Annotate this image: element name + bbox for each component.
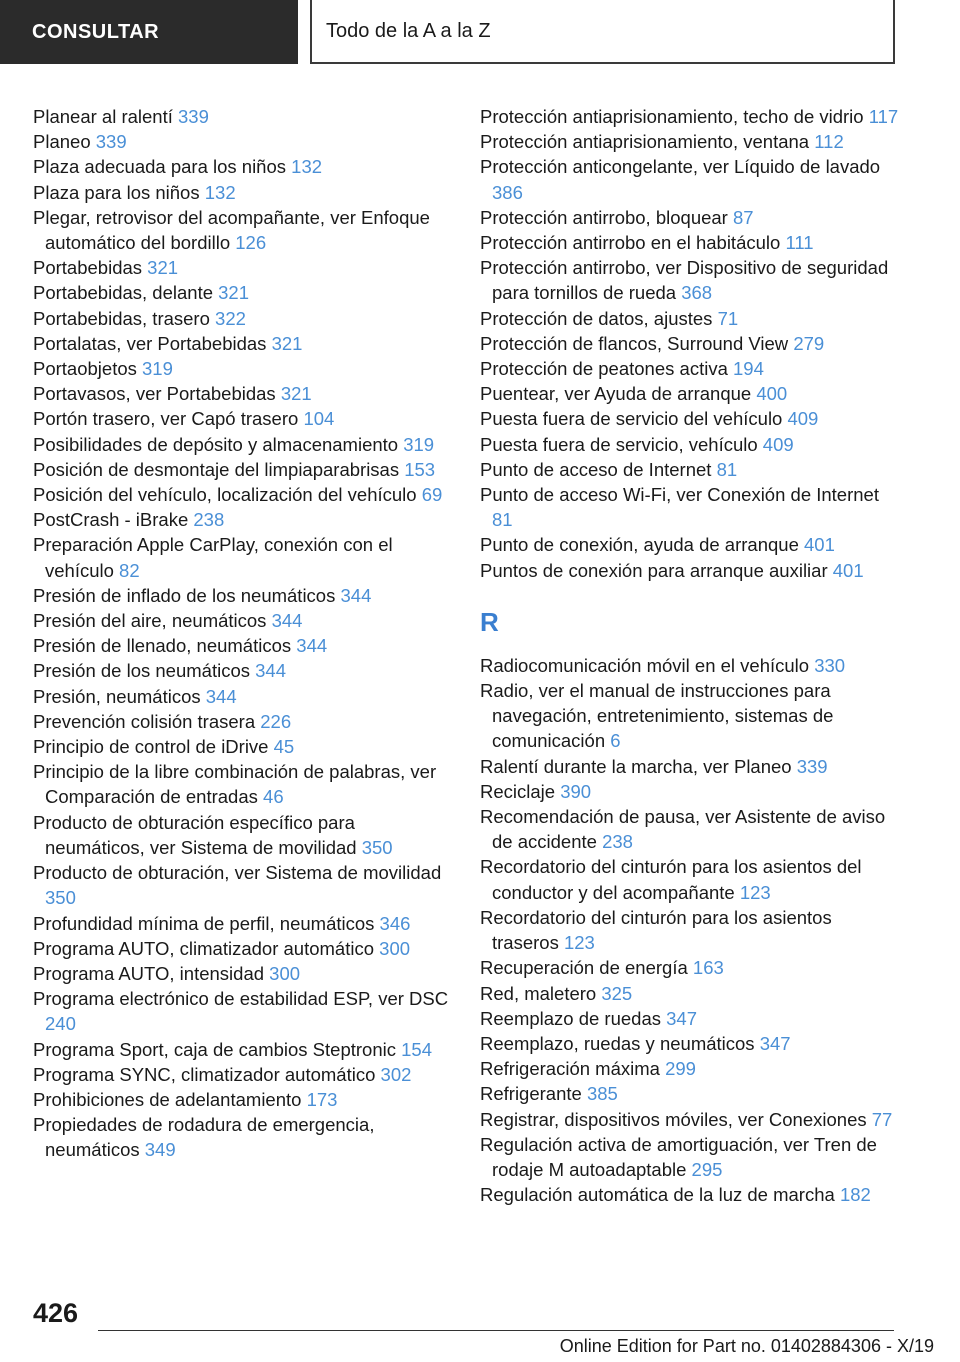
index-term: Protección anticongelante, ver Líquido de lavado (480, 156, 881, 178)
index-term: Principio de la libre combinación de palabras, ver Comparación de entradas (33, 761, 437, 808)
page-link[interactable]: 81 (716, 458, 738, 480)
index-entry (480, 356, 900, 381)
page-link[interactable]: 347 (666, 1007, 698, 1029)
index-entry (480, 854, 900, 904)
index-entry (33, 532, 451, 582)
index-entry (480, 331, 900, 356)
page-link[interactable]: 238 (602, 831, 633, 853)
index-entry (33, 255, 451, 280)
page-link[interactable]: 81 (492, 509, 513, 531)
page-link[interactable]: 321 (218, 282, 250, 304)
index-term: Reemplazo, ruedas y neumáticos (480, 1032, 755, 1054)
index-term: Profundidad mínima de perfil, neumáticos (33, 912, 375, 934)
page-link[interactable]: 300 (379, 937, 411, 959)
index-term: Radiocomunicación móvil en el vehículo (480, 654, 810, 676)
page-link[interactable]: 87 (733, 206, 754, 228)
page-link[interactable]: 173 (306, 1088, 338, 1110)
index-entry (33, 1037, 451, 1062)
index-entry (33, 205, 451, 255)
page-link[interactable]: 104 (303, 408, 335, 430)
page-header (0, 0, 960, 66)
index-entry (33, 734, 451, 759)
page-link[interactable]: 240 (45, 1013, 76, 1035)
index-entry (33, 608, 451, 633)
index-entry (33, 507, 451, 532)
page-link[interactable]: 45 (273, 736, 295, 758)
page-link[interactable]: 123 (739, 881, 771, 903)
index-entry (33, 961, 451, 986)
index-column-left (33, 104, 451, 1163)
index-term: Recomendación de pausa, ver Asistente de aviso de accidente (480, 806, 886, 853)
page-link[interactable]: 111 (785, 232, 814, 254)
index-term: Programa AUTO, climatizador automático (33, 937, 375, 959)
page-link[interactable]: 350 (45, 887, 76, 909)
page-link[interactable]: 409 (787, 408, 819, 430)
index-term: Plegar, retrovisor del acompañante, ver Enfoque automático del bordillo (33, 206, 430, 254)
page-link[interactable]: 330 (814, 654, 846, 676)
page-link[interactable]: 409 (762, 433, 794, 455)
page-link[interactable]: 322 (215, 307, 246, 329)
index-entry (480, 406, 900, 431)
index-entry (480, 205, 900, 230)
index-term: Posición de desmontaje del limpiaparabrisas (33, 458, 400, 480)
index-term: Portalatas, ver Portabebidas (33, 332, 267, 354)
index-entry (33, 331, 451, 356)
page-link[interactable]: 339 (178, 106, 209, 127)
index-term: Posición del vehículo, localización del vehículo (33, 484, 417, 506)
index-term: Presión, neumáticos (33, 685, 201, 707)
index-entry (480, 754, 900, 779)
page-link[interactable]: 194 (733, 358, 764, 380)
index-term: Recuperación de energía (480, 957, 688, 979)
page-link[interactable]: 300 (269, 962, 301, 984)
index-entry (33, 457, 451, 482)
index-term: Presión de los neumáticos (33, 660, 250, 682)
page-link[interactable]: 153 (404, 458, 436, 480)
index-term: Puesta fuera de servicio del vehículo (480, 408, 783, 430)
index-term: Portaobjetos (33, 358, 137, 380)
index-term: Portabebidas (33, 257, 143, 279)
index-entry (480, 104, 900, 129)
index-term: Protección antiaprisionamiento, techo de vidrio (480, 106, 864, 127)
index-term: Prevención colisión trasera (33, 710, 256, 732)
index-entry (480, 381, 900, 406)
index-entry (33, 810, 451, 860)
index-term: Programa SYNC, climatizador automático (33, 1063, 376, 1085)
index-term: Preparación Apple CarPlay, conexión con el vehículo (33, 534, 393, 581)
index-entry (33, 129, 451, 154)
index-entry (480, 804, 900, 854)
index-term: Programa electrónico de estabilidad ESP, ver DSC (33, 988, 449, 1010)
index-term: Red, maletero (480, 982, 597, 1004)
index-term: Registrar, dispositivos móviles, ver Conexiones (480, 1108, 867, 1130)
index-term: Protección antirrobo, ver Dispositivo de seguridad para tornillos de rueda (480, 257, 889, 304)
page-link[interactable]: 71 (717, 307, 739, 329)
index-entry (33, 583, 451, 608)
page-link[interactable]: 321 (271, 332, 303, 354)
index-entry (33, 684, 451, 709)
index-term: Radio, ver el manual de instrucciones para navegación, entretenimiento, sistemas de comunicación (480, 680, 834, 752)
index-entry (480, 558, 900, 583)
index-entry (33, 709, 451, 734)
index-term: Presión de inflado de los neumáticos (33, 584, 336, 606)
index-entry (33, 482, 451, 507)
footer-divider (98, 1330, 894, 1331)
index-entry (480, 306, 900, 331)
index-term: Punto de acceso Wi-Fi, ver Conexión de Internet (480, 484, 879, 506)
page-link[interactable]: 69 (421, 484, 443, 506)
page-link[interactable]: 344 (255, 660, 286, 682)
index-term: Punto de conexión, ayuda de arranque (480, 534, 799, 556)
index-entry (33, 633, 451, 658)
page-link[interactable]: 77 (871, 1108, 893, 1130)
index-term: Recordatorio del cinturón para los asientos del conductor y del acompañante (480, 856, 862, 903)
index-term: Puentear, ver Ayuda de arranque (480, 383, 752, 405)
index-term: Recordatorio del cinturón para los asientos traseros (480, 906, 832, 954)
page-link[interactable]: 132 (291, 156, 323, 178)
index-term: Protección antiaprisionamiento, ventana (480, 131, 810, 153)
page-link[interactable]: 82 (119, 559, 140, 581)
page-link[interactable]: 295 (691, 1158, 723, 1180)
section-letter: R (480, 606, 499, 637)
page-link[interactable]: 319 (403, 433, 435, 455)
index-entry (480, 432, 900, 457)
index-term: Posibilidades de depósito y almacenamiento (33, 433, 399, 455)
page-link[interactable]: 368 (681, 282, 713, 304)
page-link[interactable]: 344 (340, 584, 372, 606)
index-entry (33, 432, 451, 457)
index-column-right (480, 104, 900, 1207)
page-link[interactable]: 339 (796, 755, 828, 777)
index-entry (480, 653, 900, 678)
index-term: Protección de peatones activa (480, 358, 728, 380)
index-entry (480, 905, 900, 955)
page-link[interactable]: 117 (868, 106, 899, 127)
index-entry (33, 911, 451, 936)
index-entry (33, 1062, 451, 1087)
index-term: Producto de obturación, ver Sistema de movilidad (33, 862, 442, 884)
page-link[interactable]: 344 (205, 685, 237, 707)
index-term: PostCrash - iBrake (33, 509, 189, 531)
page-link[interactable]: 226 (260, 710, 292, 732)
page-link[interactable]: 299 (665, 1058, 696, 1080)
index-term: Puesta fuera de servicio, vehículo (480, 433, 758, 455)
index-entry (480, 1107, 900, 1132)
index-entry (480, 955, 900, 980)
index-entry (480, 1132, 900, 1182)
index-entry (480, 230, 900, 255)
index-term: Propiedades de rodadura de emergencia, neumáticos (33, 1114, 375, 1161)
index-entry (480, 981, 900, 1006)
index-term: Refrigeración máxima (480, 1058, 660, 1080)
page-link[interactable]: 386 (492, 181, 523, 203)
page-link[interactable]: 349 (144, 1139, 176, 1161)
index-entry (33, 1087, 451, 1112)
index-term: Presión de llenado, neumáticos (33, 635, 292, 657)
page-link[interactable]: 401 (804, 534, 835, 556)
footer-edition: Online Edition for Part no. 01402884306 - X/19 (559, 1336, 934, 1356)
index-term: Puntos de conexión para arranque auxiliar (480, 559, 828, 581)
index-term: Plaza para los niños (33, 181, 200, 203)
index-term: Plaza adecuada para los niños (33, 156, 287, 178)
index-term: Protección de flancos, Surround View (480, 332, 789, 354)
index-entry (480, 532, 900, 557)
page-link[interactable]: 385 (586, 1083, 618, 1105)
index-entry (33, 986, 451, 1036)
index-term: Protección antirrobo, bloquear (480, 206, 728, 228)
page-link[interactable]: 350 (361, 836, 393, 858)
index-term: Regulación activa de amortiguación, ver Tren de rodaje M autoadaptable (480, 1133, 877, 1180)
page-link[interactable]: 339 (95, 131, 127, 153)
index-entry (480, 154, 900, 204)
index-term: Planeo (33, 131, 91, 153)
index-entry (33, 658, 451, 683)
page-link[interactable]: 302 (380, 1063, 412, 1085)
index-entry (480, 678, 900, 754)
index-entry (33, 860, 451, 910)
index-term: Refrigerante (480, 1083, 582, 1105)
index-term: Protección antirrobo en el habitáculo (480, 232, 781, 254)
index-entry (480, 1006, 900, 1031)
index-term: Punto de acceso de Internet (480, 458, 712, 480)
index-term: Planear al ralentí (33, 106, 173, 127)
page-link[interactable]: 182 (839, 1184, 871, 1206)
index-entry (480, 1031, 900, 1056)
index-term: Programa AUTO, intensidad (33, 962, 265, 984)
page-link[interactable]: 321 (147, 257, 179, 279)
page-link[interactable]: 390 (560, 780, 592, 802)
index-entry (33, 180, 451, 205)
page-link[interactable]: 279 (793, 332, 825, 354)
page-link[interactable]: 112 (814, 131, 844, 153)
index-term: Programa Sport, caja de cambios Steptronic (33, 1038, 396, 1060)
index-term: Prohibiciones de adelantamiento (33, 1088, 302, 1110)
index-entry (480, 457, 900, 482)
page-number: 426 (33, 1298, 79, 1328)
index-entry (33, 406, 451, 431)
page-link[interactable]: 6 (610, 730, 621, 752)
page-link[interactable]: 344 (271, 610, 303, 632)
index-group-p (480, 104, 900, 583)
index-term: Protección de datos, ajustes (480, 307, 713, 329)
index-entry (33, 306, 451, 331)
page-link[interactable]: 400 (756, 383, 788, 405)
index-term: Ralentí durante la marcha, ver Planeo (480, 755, 792, 777)
topic-tab[interactable]: Todo de la A a la Z (310, 0, 895, 64)
index-term: Reemplazo de ruedas (480, 1007, 661, 1029)
index-entry (33, 356, 451, 381)
index-entry (33, 280, 451, 305)
page-link[interactable]: 123 (563, 932, 595, 954)
index-entry (480, 129, 900, 154)
page-link[interactable]: 154 (401, 1038, 432, 1060)
page-link[interactable]: 325 (601, 982, 633, 1004)
index-entry (480, 482, 900, 532)
index-entry (480, 255, 900, 305)
page-link[interactable]: 238 (193, 509, 225, 531)
index-term: Principio de control de iDrive (33, 736, 269, 758)
page-link[interactable]: 132 (204, 181, 236, 203)
section-tab[interactable]: CONSULTAR (0, 0, 298, 64)
index-entry (480, 1182, 900, 1207)
page-link[interactable]: 163 (692, 957, 724, 979)
index-entry (33, 936, 451, 961)
page-link[interactable]: 346 (379, 912, 411, 934)
page-link[interactable]: 46 (263, 786, 284, 808)
index-entry (33, 1112, 451, 1162)
index-entry (33, 759, 451, 809)
index-entry (480, 779, 900, 804)
index-term: Regulación automática de la luz de marcha (480, 1184, 835, 1206)
index-entry (480, 1056, 900, 1081)
index-term: Reciclaje (480, 780, 556, 802)
page-link[interactable]: 319 (142, 358, 173, 380)
index-entry (480, 1081, 900, 1106)
index-entry (33, 154, 451, 179)
index-term: Presión del aire, neumáticos (33, 610, 267, 632)
index-term: Producto de obturación específico para neumáticos, ver Sistema de movilidad (33, 811, 357, 858)
page-link[interactable]: 321 (280, 383, 312, 405)
index-term: Portavasos, ver Portabebidas (33, 383, 276, 405)
index-term: Portabebidas, delante (33, 282, 213, 304)
index-term: Portón trasero, ver Capó trasero (33, 408, 299, 430)
index-term: Portabebidas, trasero (33, 307, 210, 329)
page-link[interactable]: 344 (296, 635, 328, 657)
index-entry (33, 104, 451, 129)
page-link[interactable]: 401 (832, 559, 864, 581)
index-entry (33, 381, 451, 406)
index-group-r (480, 653, 900, 1207)
page-link[interactable]: 347 (759, 1032, 791, 1054)
page-link[interactable]: 126 (235, 232, 267, 254)
